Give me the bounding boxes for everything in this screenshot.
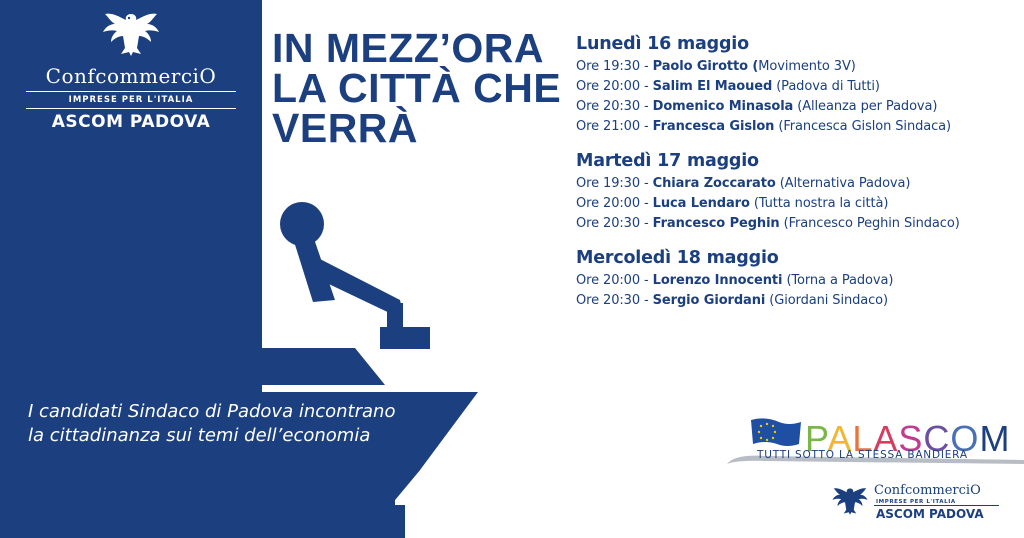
brand-name: ConfcommerciO — [874, 483, 981, 498]
entry-party: (Giordani Sindaco) — [765, 293, 888, 308]
entry-candidate: Chiara Zoccarato — [652, 176, 776, 191]
tagline-line: I candidati Sindaco di Padova incontrano — [28, 401, 396, 422]
entry-party: (Tutta nostra la città) — [749, 196, 889, 211]
schedule-day — [576, 248, 960, 311]
eagle-icon — [99, 8, 163, 60]
brand-city: ASCOM PADOVA — [51, 112, 211, 132]
day-title: Martedì 17 maggio — [576, 151, 759, 171]
palascom-letter: P — [805, 418, 828, 459]
entry-time: Ore 21:00 - — [576, 119, 653, 134]
palascom-letter: A — [827, 418, 853, 459]
entry-candidate: Francesca Gislon — [652, 119, 775, 134]
palascom-motto: TUTTI SOTTO LA STESSA BANDIERA — [757, 449, 968, 461]
mic-head — [280, 202, 324, 246]
entry-time: Ore 20:00 - — [576, 196, 653, 211]
day-title: Mercoledì 18 maggio — [576, 248, 779, 268]
entry-time: Ore 20:00 - — [576, 79, 653, 94]
brand-subtitle: IMPRESE PER L'ITALIA — [68, 95, 194, 105]
entry-time: Ore 20:30 - — [576, 293, 653, 308]
podium-top — [262, 348, 385, 385]
entry-party: (Alleanza per Padova) — [793, 99, 938, 114]
brand-divider — [26, 108, 236, 109]
eagle-icon — [830, 484, 870, 518]
schedule-entry — [576, 57, 960, 77]
palascom-letter: A — [873, 418, 899, 459]
tagline-line: la cittadinanza sui temi dell’economia — [28, 425, 371, 446]
brand-city: ASCOM PADOVA — [876, 507, 984, 521]
entry-time: Ore 20:30 - — [576, 99, 653, 114]
title-line: LA CITTÀ CHE — [272, 65, 562, 111]
palascom-letter: O — [950, 418, 980, 459]
entry-party: (Padova di Tutti) — [772, 79, 880, 94]
tagline — [28, 400, 468, 448]
palascom-letter: S — [898, 418, 924, 459]
entry-candidate: Sergio Giordani — [652, 293, 766, 308]
schedule-day — [576, 151, 960, 234]
schedule-entry — [576, 77, 960, 97]
entry-party: Movimento 3V) — [758, 59, 856, 74]
schedule — [576, 34, 960, 325]
entry-party: (Alternativa Padova) — [775, 176, 911, 191]
entry-time: Ore 19:30 - — [576, 176, 653, 191]
entry-time: Ore 20:00 - — [576, 273, 653, 288]
title-line: VERRÀ — [272, 105, 419, 151]
brand-subtitle: IMPRESE PER L'ITALIA — [876, 499, 956, 505]
schedule-entry — [576, 174, 960, 194]
palascom-letter: C — [923, 418, 951, 459]
schedule-entry — [576, 117, 960, 137]
entry-party: (Francesco Peghin Sindaco) — [779, 216, 960, 231]
brand-divider — [874, 505, 999, 506]
schedule-entry — [576, 214, 960, 234]
entry-candidate: Salim El Maoued — [652, 79, 773, 94]
palascom-letter: M — [979, 418, 1011, 459]
brand-name: ConfcommerciO — [45, 64, 217, 88]
schedule-entry — [576, 291, 960, 311]
schedule-entry — [576, 271, 960, 291]
confcommercio-logo — [0, 8, 262, 132]
entry-candidate: Paolo Girotto ( — [652, 59, 759, 74]
entry-candidate: Francesco Peghin — [652, 216, 780, 231]
schedule-entry — [576, 97, 960, 117]
entry-time: Ore 20:30 - — [576, 216, 653, 231]
entry-party: (Torna a Padova) — [782, 273, 894, 288]
entry-time: Ore 19:30 - — [576, 59, 653, 74]
schedule-day — [576, 34, 960, 137]
title-line: IN MEZZ’ORA — [272, 25, 544, 71]
entry-candidate: Domenico Minasola — [652, 99, 794, 114]
entry-candidate: Luca Lendaro — [652, 196, 750, 211]
day-title: Lunedì 16 maggio — [576, 34, 749, 54]
schedule-entry — [576, 194, 960, 214]
palascom-letter: L — [852, 418, 874, 459]
event-title — [272, 25, 562, 151]
palascom-logo — [725, 414, 1024, 470]
entry-candidate: Lorenzo Innocenti — [652, 273, 783, 288]
brand-divider — [26, 91, 236, 92]
entry-party: (Francesca Gislon Sindaca) — [774, 119, 951, 134]
